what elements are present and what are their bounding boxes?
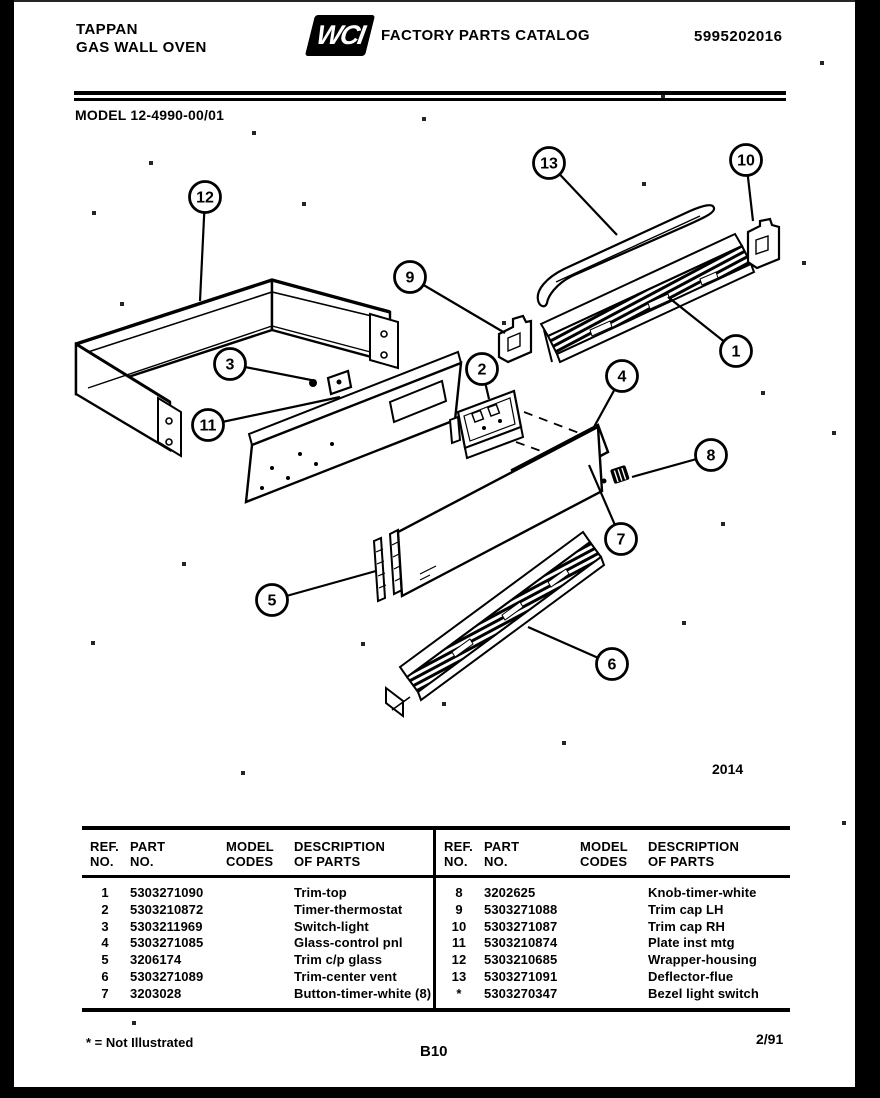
svg-text:1: 1: [731, 343, 741, 361]
svg-text:8: 8: [706, 447, 716, 465]
parts-table: [82, 826, 790, 1012]
table-row: 11 5303210874 Plate inst mtg: [452, 935, 735, 951]
trim-cap-lh-part: [499, 316, 531, 362]
wci-logo-text: WCI: [314, 20, 367, 50]
parts-table-right: [436, 830, 790, 1008]
svg-text:12: 12: [196, 189, 214, 207]
table-row: 2 5303210872 Timer-thermostat: [101, 901, 403, 917]
table-row: 3 5303211969 Switch-light: [101, 918, 369, 934]
table-body: [82, 885, 433, 1003]
callout-8: [632, 440, 727, 478]
callout-1: [668, 297, 752, 367]
table-header-rule: [436, 875, 790, 878]
callout-5: [257, 571, 377, 616]
knob-timer-part: [610, 465, 630, 484]
table-row: 8 3202625 Knob-timer-white: [455, 885, 757, 900]
table-row: 4 5303271085 Glass-control pnl: [101, 935, 403, 951]
callout-3: [215, 349, 317, 382]
svg-text:5: 5: [267, 592, 277, 610]
svg-text:13: 13: [540, 155, 558, 173]
table-row: 9 5303271088 Trim cap LH: [455, 901, 724, 917]
table-header-rule: [82, 875, 433, 878]
callout-13: [534, 148, 618, 236]
svg-text:2: 2: [477, 361, 487, 379]
svg-text:11: 11: [199, 417, 217, 435]
catalog-title: FACTORY PARTS CATALOG: [381, 27, 590, 44]
table-row: 13 5303271091 Deflector-flue: [451, 968, 734, 984]
callout-4: [594, 361, 638, 428]
table-row: 10 5303271087 Trim cap RH: [451, 918, 725, 934]
svg-text:9: 9: [405, 269, 415, 287]
trim-cap-rh-part: [748, 219, 779, 268]
appliance-type: GAS WALL OVEN: [76, 39, 207, 56]
svg-text:10: 10: [737, 152, 755, 170]
table-row: * 5303270347 Bezel light switch: [456, 985, 759, 1001]
figure-number: 2014: [712, 761, 744, 777]
callout-6: [528, 627, 628, 680]
table-row: 1 5303271090 Trim-top: [101, 885, 347, 900]
table-row: 5 3206174 Trim c/p glass: [101, 952, 383, 968]
table-header: REF. NO. PART NO. MODEL CODES DESCRIPTION OF PARTS: [444, 839, 740, 869]
publication-number: 5995202016: [694, 28, 783, 45]
table-row: 7 3203028 Button-timer-white (8): [101, 985, 432, 1001]
page-code: B10: [420, 1043, 448, 1060]
callout-12: [190, 182, 221, 302]
not-illustrated-note: * = Not Illustrated: [86, 1035, 194, 1050]
svg-text:3: 3: [225, 356, 235, 374]
parts-table-left: [82, 830, 436, 1008]
callout-2: [467, 354, 498, 400]
table-body: [436, 885, 790, 1003]
svg-text:4: 4: [617, 368, 627, 386]
revision-date: 2/91: [756, 1031, 784, 1047]
svg-text:7: 7: [616, 531, 626, 549]
model-number: MODEL 12-4990-00/01: [75, 107, 225, 123]
table-row: 6 5303271089 Trim-center vent: [101, 968, 397, 984]
callout-9: [395, 262, 506, 334]
table-row: 12 5303210685 Wrapper-housing: [451, 952, 757, 968]
svg-text:6: 6: [607, 656, 617, 674]
callout-10: [731, 145, 762, 222]
table-header: REF. NO. PART NO. MODEL CODES DESCRIPTION OF PARTS: [90, 839, 386, 869]
switch-light-part: [309, 371, 351, 394]
brand-name: TAPPAN: [76, 21, 138, 38]
